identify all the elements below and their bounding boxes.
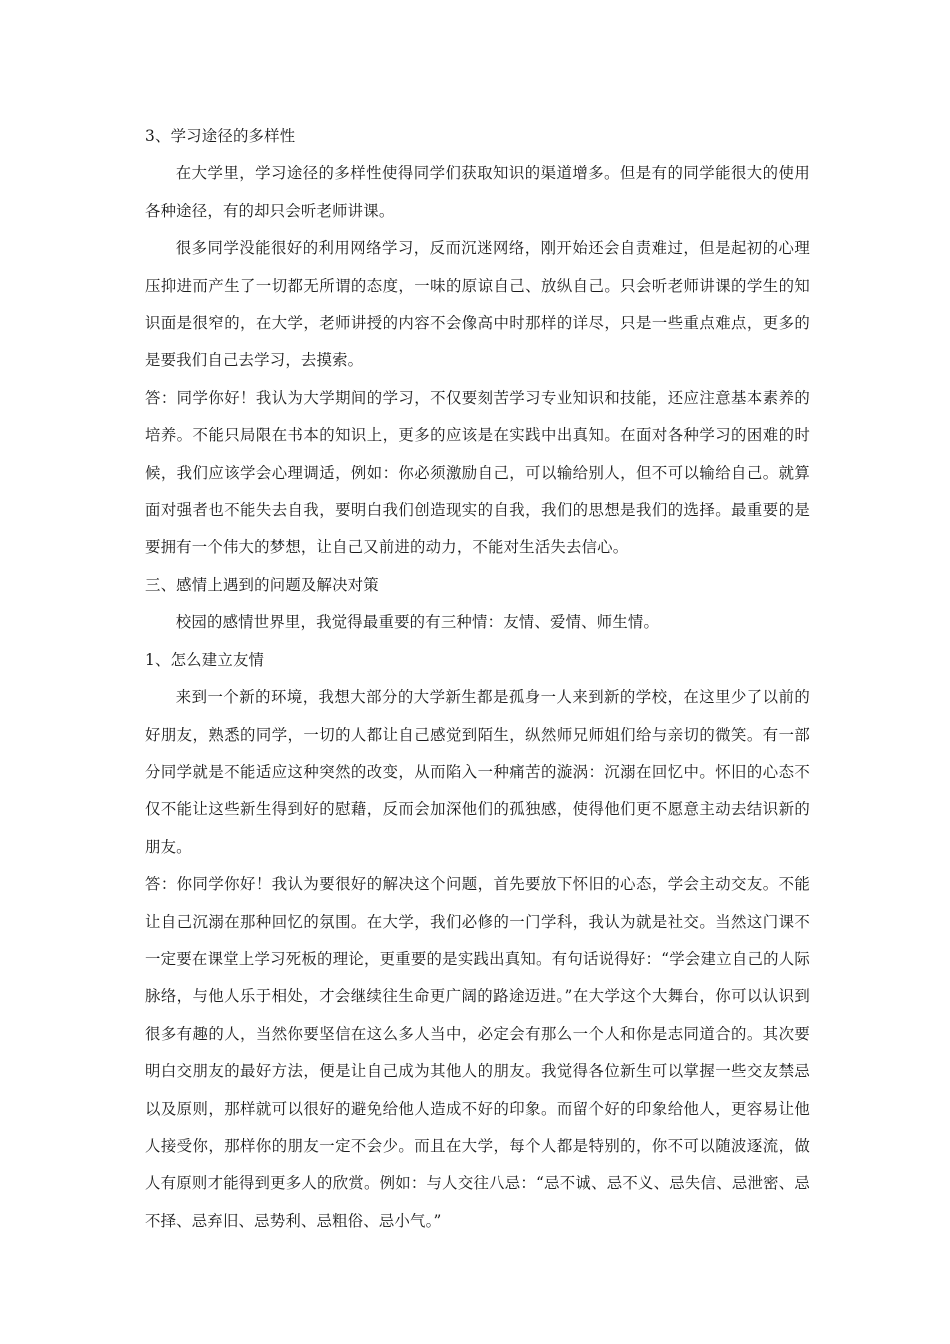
document-page — [145, 118, 810, 1240]
paragraph-learning-paths-intro: 在大学里，学习途径的多样性使得同学们获取知识的渠道增多。但是有的同学能很大的使用各种途径，有的却只会听老师讲课。 — [145, 164, 810, 220]
answer-paragraph-learning: 答：同学你好！我认为大学期间的学习，不仅要刻苦学习专业知识和技能，还应注意基本素养的培养。不能只局限在书本的知识上，更多的应该是在实践中出真知。在面对各种学习的困难的时候，我们应该学会心理调适，例如：你必须激励自己，可以输给别人，但不可以输给自己。就算面对强者也不能失去自我，要明白我们创造现实的自我，我们的思想是我们的选择。最重要的是要拥有一个伟大的梦想，让自己又前进的动力，不能对生活失去信心。 — [145, 388, 810, 557]
answer-paragraph-friendship: 答：你同学你好！我认为要很好的解决这个问题，首先要放下怀旧的心态，学会主动交友。不能让自己沉溺在那种回忆的氛围。在大学，我们必修的一门学科，我认为就是社交。当然这门课不一定要在课堂上学习死板的理论，更重要的是实践出真知。有句话说得好：“学会建立自己的人际脉络，与他人乐于相处，才会继续往生命更广阔的路途迈进。”在大学这个大舞台，你可以认识到很多有趣的人，当然你要坚信在这么多人当中，必定会有那么一个人和你是志同道合的。其次要明白交朋友的最好方法，便是让自己成为其他人的朋友。我觉得各位新生可以掌握一些交友禁忌以及原则，那样就可以很好的避免给他人造成不好的印象。而留个好的印象给他人，更容易让他人接受你，那样你的朋友一定不会少。而且在大学，每个人都是特别的，你不可以随波逐流，做人有原则才能得到更多人的欣赏。例如：与人交往八忌：“忌不诚、忌不义、忌失信、忌泄密、忌不择、忌弃旧、忌势利、忌粗俗、忌小气。” — [145, 875, 810, 1230]
section-heading-emotions: 三、感情上遇到的问题及解决对策 — [145, 575, 379, 594]
paragraph-new-environment: 来到一个新的环境，我想大部分的大学新生都是孤身一人来到新的学校，在这里少了以前的好朋友，熟悉的同学，一切的人都让自己感觉到陌生，纵然师兄师姐们给与亲切的微笑。有一部分同学就是不能适应这种突然的改变，从而陷入一种痛苦的漩涡：沉溺在回忆中。怀旧的心态不仅不能让这些新生得到好的慰藉，反而会加深他们的孤独感，使得他们更不愿意主动去结识新的朋友。 — [145, 688, 810, 856]
paragraph-network-learning: 很多同学没能很好的利用网络学习，反而沉迷网络，刚开始还会自责难过，但是起初的心理压抑进而产生了一切都无所谓的态度，一味的原谅自己、放纵自己。只会听老师讲课的学生的知识面是很窄的，在大学，老师讲授的内容不会像高中时那样的详尽，只是一些重点难点，更多的是要我们自己去学习，去摸索。 — [145, 239, 810, 370]
paragraph-three-emotions: 校园的感情世界里，我觉得最重要的有三种情：友情、爱情、师生情。 — [175, 613, 660, 632]
section-heading-learning-paths: 3、学习途径的多样性 — [145, 127, 296, 145]
section-heading-friendship: 1、怎么建立友情 — [145, 650, 265, 669]
